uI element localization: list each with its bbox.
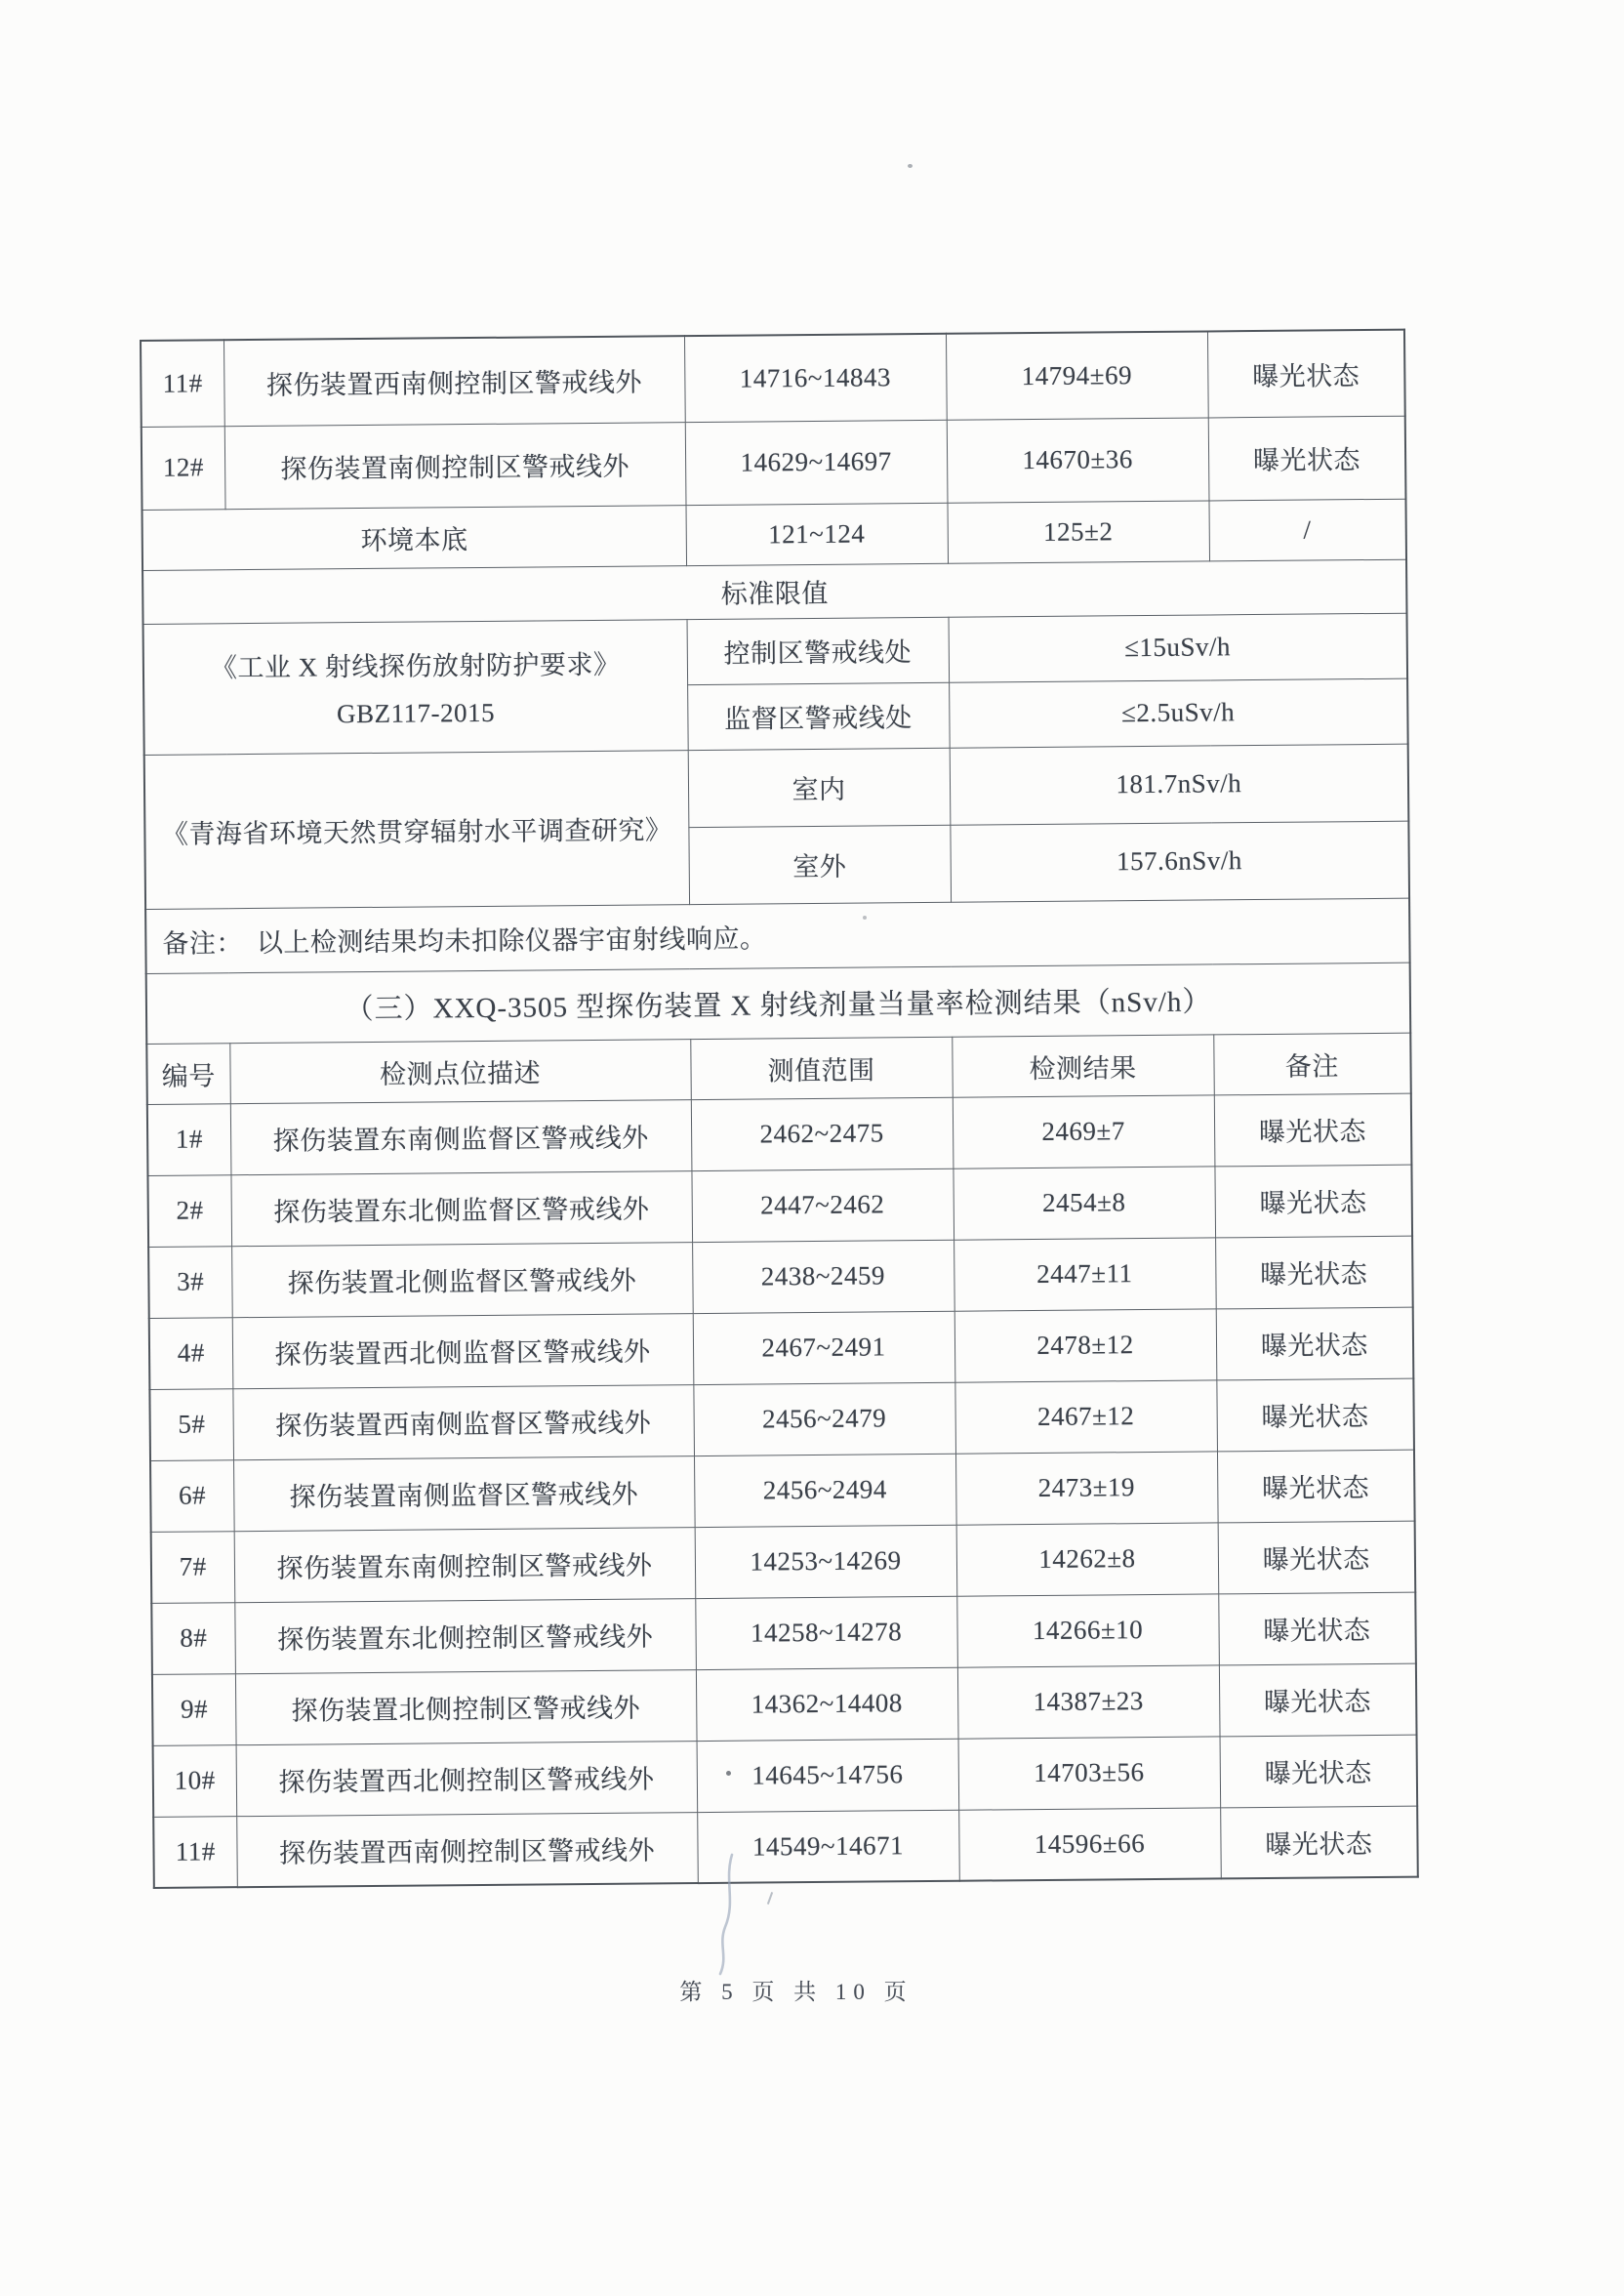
column-header-id: 编号	[146, 1043, 230, 1104]
column-header-result: 检测结果	[952, 1034, 1214, 1096]
cell-result: 14703±56	[958, 1736, 1221, 1809]
table-row	[148, 1236, 1413, 1318]
cell-desc: 探伤装置南侧监督区警戒线外	[233, 1456, 695, 1531]
cell-desc: 探伤装置西北侧监督区警戒线外	[232, 1313, 694, 1388]
table-row	[153, 1735, 1418, 1817]
control-area-label: 控制区警戒线处	[687, 617, 950, 684]
cell-range: 2462~2475	[691, 1097, 954, 1170]
cell-result: 14266±10	[956, 1593, 1219, 1666]
cell-note: 曝光状态	[1217, 1450, 1415, 1523]
standard-gbz-source-code: GBZ117-2015	[336, 697, 496, 729]
cell-desc: 探伤装置东北侧监督区警戒线外	[230, 1170, 692, 1246]
cell-note: 曝光状态	[1216, 1378, 1414, 1452]
cell-id: 9#	[152, 1673, 236, 1745]
cell-desc: 探伤装置东南侧监督区警戒线外	[230, 1099, 692, 1174]
table-row	[151, 1521, 1416, 1603]
standard-qinghai-source: 《青海省环境天然贯穿辐射水平调查研究》	[144, 750, 689, 909]
cell-id: 3#	[148, 1246, 232, 1318]
table-row	[149, 1378, 1414, 1460]
outdoor-label: 室外	[688, 825, 951, 904]
cell-range: 14362~14408	[696, 1667, 958, 1741]
background-result: 125±2	[947, 500, 1209, 562]
indoor-label: 室内	[688, 748, 951, 827]
cell-range: 14645~14756	[697, 1739, 959, 1812]
table-row	[147, 1165, 1412, 1247]
column-header-note: 备注	[1213, 1033, 1411, 1095]
cell-range: 2467~2491	[693, 1311, 955, 1384]
cell-note: 曝光状态	[1216, 1307, 1414, 1380]
cell-note: 曝光状态	[1208, 416, 1406, 501]
cell-result: 2467±12	[954, 1379, 1217, 1453]
column-header-description: 检测点位描述	[229, 1039, 691, 1103]
remark-label: 备注：	[162, 927, 244, 959]
scan-artifact-dot	[908, 164, 913, 168]
cell-note: 曝光状态	[1214, 1165, 1412, 1238]
table-row	[152, 1663, 1417, 1745]
cell-desc: 探伤装置西南侧控制区警戒线外	[236, 1812, 698, 1887]
supervision-area-limit: ≤2.5uSv/h	[949, 678, 1408, 748]
cell-range: 14258~14278	[695, 1596, 957, 1669]
cell-desc: 探伤装置东南侧控制区警戒线外	[234, 1527, 696, 1602]
table-row	[141, 330, 1405, 427]
background-note: /	[1208, 499, 1406, 561]
cell-range: 2456~2479	[693, 1382, 955, 1456]
cell-note: 曝光状态	[1218, 1592, 1416, 1665]
section-title-row	[146, 963, 1411, 1044]
cell-note: 曝光状态	[1219, 1663, 1417, 1737]
cell-id: 11#	[141, 340, 224, 427]
cell-range: 2447~2462	[691, 1168, 954, 1242]
cell-note: 曝光状态	[1220, 1735, 1418, 1808]
cell-id: 2#	[147, 1174, 231, 1247]
cell-note: 曝光状态	[1214, 1093, 1412, 1167]
cell-id: 1#	[147, 1103, 231, 1175]
table-row	[151, 1592, 1416, 1674]
cell-note: 曝光状态	[1207, 330, 1405, 418]
cell-desc: 探伤装置北侧控制区警戒线外	[235, 1669, 697, 1744]
standard-qinghai-row-indoor	[144, 744, 1409, 832]
cell-id: 10#	[153, 1744, 237, 1817]
indoor-value: 181.7nSv/h	[950, 744, 1409, 825]
cell-range: 14629~14697	[685, 420, 948, 505]
table-row	[142, 416, 1406, 510]
scan-artifact-tick-mark	[767, 1892, 773, 1905]
remark-row	[145, 898, 1410, 973]
cell-range: 14253~14269	[695, 1525, 957, 1598]
cell-desc: 探伤装置西北侧控制区警戒线外	[236, 1741, 698, 1816]
cell-id: 12#	[142, 426, 225, 510]
cell-id: 11#	[153, 1816, 237, 1888]
cell-id: 7#	[151, 1531, 235, 1603]
cell-result: 14794±69	[946, 331, 1208, 419]
page-footer: 第 5 页 共 10 页	[679, 1980, 914, 2004]
environment-background-row	[142, 499, 1406, 570]
radiation-results-table	[140, 329, 1419, 1889]
standard-gbz-source	[143, 619, 688, 755]
table-row	[153, 1806, 1418, 1888]
remark-text: 以上检测结果均未扣除仪器宇宙射线响应。	[256, 922, 767, 958]
cell-range: 2438~2459	[692, 1240, 954, 1313]
cell-result: 14387±23	[957, 1664, 1220, 1738]
table2-header-row	[146, 1033, 1410, 1104]
supervision-area-label: 监督区警戒线处	[687, 682, 950, 750]
table-region	[140, 329, 1417, 1889]
table-row	[149, 1307, 1414, 1389]
section-title: （三）XXQ-3505 型探伤装置 X 射线剂量当量率检测结果（nSv/h）	[146, 963, 1411, 1044]
standard-limits-title: 标准限值	[142, 559, 1406, 624]
cell-id: 6#	[150, 1459, 234, 1532]
cell-note: 曝光状态	[1218, 1521, 1416, 1594]
cell-result: 2473±19	[955, 1451, 1218, 1524]
cell-range: 2456~2494	[694, 1454, 956, 1527]
cell-desc: 探伤装置北侧监督区警戒线外	[231, 1242, 693, 1317]
cell-desc: 探伤装置西南侧控制区警戒线外	[223, 336, 685, 426]
table1-summary-section	[142, 499, 1411, 1104]
remark-cell	[145, 898, 1410, 973]
cell-id: 5#	[149, 1388, 233, 1460]
cell-result: 2447±11	[954, 1237, 1216, 1310]
table-row	[150, 1450, 1415, 1532]
cell-note: 曝光状态	[1220, 1806, 1418, 1879]
background-range: 121~124	[685, 503, 948, 565]
cell-result: 14262±8	[956, 1522, 1219, 1595]
cell-result: 14596±66	[958, 1807, 1221, 1880]
cell-result: 2469±7	[953, 1094, 1215, 1168]
table2-rows	[147, 1093, 1418, 1888]
background-label: 环境本底	[142, 505, 687, 570]
cell-desc: 探伤装置东北侧控制区警戒线外	[234, 1598, 696, 1673]
cell-result: 2454±8	[953, 1166, 1215, 1239]
cell-range: 14716~14843	[684, 334, 947, 422]
standard-gbz-row-control	[143, 613, 1408, 689]
cell-id: 8#	[151, 1602, 235, 1674]
control-area-limit: ≤15uSv/h	[949, 613, 1408, 682]
cell-range: 14549~14671	[697, 1810, 959, 1883]
column-header-range: 测值范围	[690, 1037, 953, 1099]
cell-note: 曝光状态	[1215, 1236, 1413, 1309]
cell-result: 14670±36	[947, 417, 1209, 502]
cell-desc: 探伤装置西南侧监督区警戒线外	[232, 1384, 694, 1459]
cell-result: 2478±12	[954, 1308, 1217, 1381]
cell-id: 4#	[149, 1317, 233, 1389]
table-row	[147, 1093, 1412, 1175]
table1-continued-rows	[141, 330, 1405, 510]
standard-gbz-source-name: 《工业 X 射线探伤放射防护要求》	[210, 649, 621, 683]
outdoor-value: 157.6nSv/h	[950, 821, 1409, 902]
cell-desc: 探伤装置南侧控制区警戒线外	[224, 422, 686, 509]
